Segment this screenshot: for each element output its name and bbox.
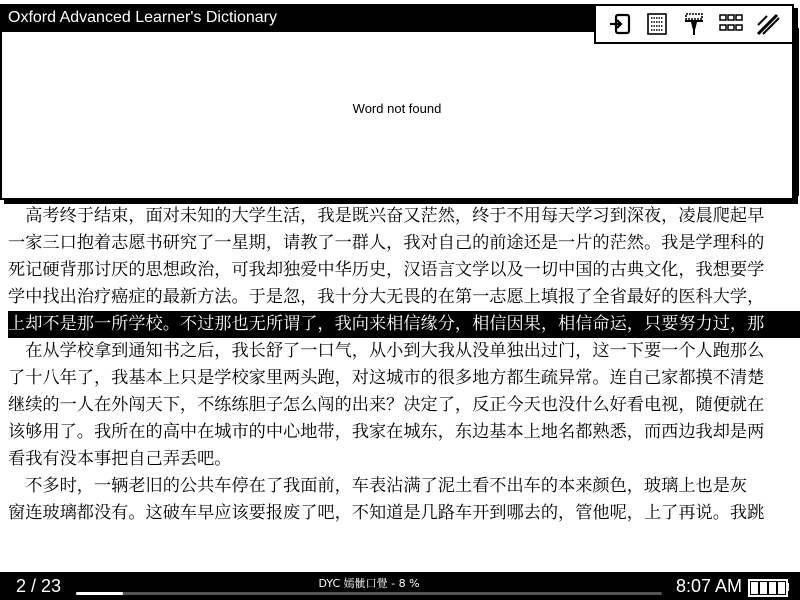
dictionary-body <box>2 32 792 198</box>
battery-icon <box>748 579 788 597</box>
text-line: 高考终于结束，面对未知的大学生活，我是既兴奋又茫然，终于不用每天学习到深夜，凌晨爬起早 <box>8 206 765 226</box>
status-bar <box>0 572 800 600</box>
battery-cell <box>760 582 767 594</box>
battery-cell <box>769 582 776 594</box>
reading-progress-fill <box>76 592 123 595</box>
text-line: 看我有没本事把自己弄丢吧。 <box>8 449 232 469</box>
text-line: 不多时，一辆老旧的公共车停在了我面前，车表沾满了泥土看不出车的本来颜色，玻璃上也是灰 <box>8 476 748 496</box>
dictionary-title: Oxford Advanced Learner's Dictionary <box>8 9 277 26</box>
battery-tip <box>786 583 789 591</box>
reading-progress-bar[interactable] <box>76 592 662 595</box>
selected-text-line[interactable]: 上却不是那一所学校。不过那也无所谓了，我向来相信缘分，相信因果，相信命运，只要努力过，那 <box>8 311 800 338</box>
text-line: 学中找出治疗癌症的最新方法。于是忽，我十分大无畏的在第一志愿上填报了全省最好的医科大学， <box>8 287 765 307</box>
text-line: 在从学校拿到通知书之后，我长舒了一口气，从小到大我从没单独出过门，这一下要一个人跑那么 <box>8 341 765 361</box>
dictionary-message: Word not found <box>352 100 442 116</box>
page-counter[interactable]: 2 / 23 <box>16 576 62 596</box>
dictionary-popup <box>0 4 794 200</box>
book-page-text[interactable] <box>8 176 800 570</box>
text-line: 死记硬背那讨厌的思想政治，可我却独爱中华历史，汉语言文学以及一切中国的古典文化，我想要学 <box>8 260 765 280</box>
clock: 8:07 AM <box>676 576 743 596</box>
text-line: 窗连玻璃都没有。这破车早应该要报废了吧，不知道是几路车开到哪去的，管他呢，上了再说。我跳 <box>8 503 765 523</box>
text-line: 了十八年了，我基本上只是学校家里两头跑，对这城市的很多地方都生疏异常。连自己家都摸不清楚 <box>8 368 765 388</box>
battery-cell <box>778 582 785 594</box>
battery-cell <box>751 582 758 594</box>
text-line: 继续的一人在外闯天下，不练练胆子怎么闯的出来？决定了，反正今天也没什么好看电视，随便就在 <box>8 395 765 415</box>
text-line: 该够用了。我所在的高中在城市的中心地带，我家在城东，东边基本上地名都熟悉，而西边我却是两 <box>8 422 765 442</box>
text-line: 一家三口抱着志愿书研究了一星期，请教了一群人，我对自己的前途还是一片的茫然。我是学理科的 <box>8 233 765 253</box>
book-progress-label: DYC 嫣骴口覺 - 8 % <box>318 577 420 590</box>
